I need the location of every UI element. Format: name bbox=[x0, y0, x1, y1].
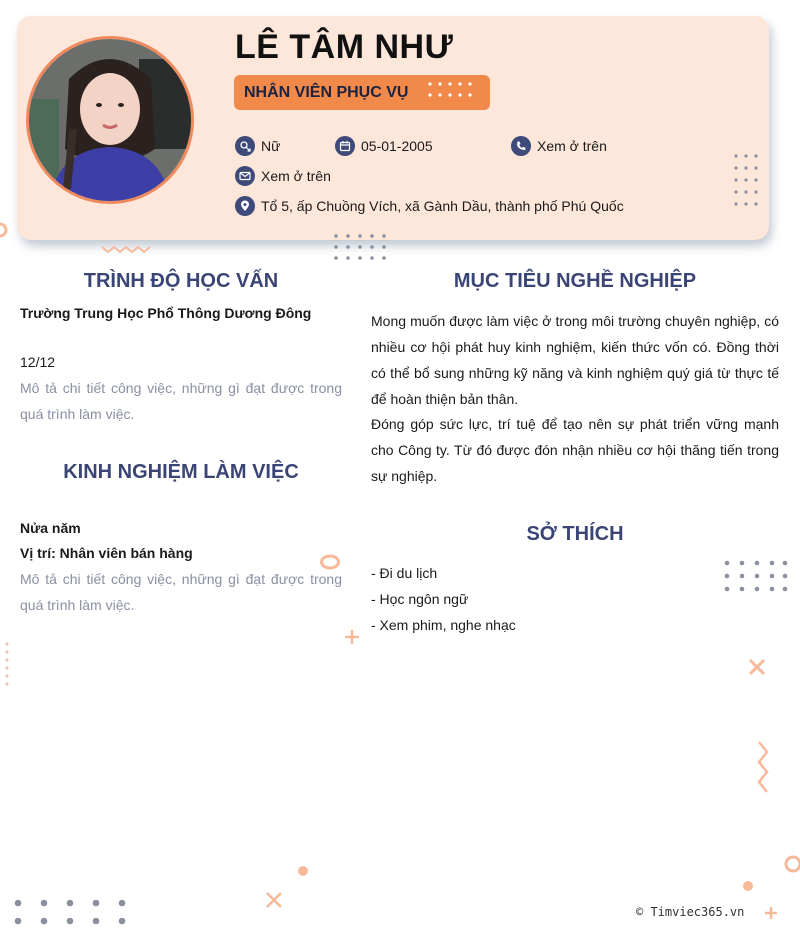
decorative-ring-left bbox=[0, 220, 12, 240]
experience-position: Vị trí: Nhân viên bán hàng bbox=[20, 545, 193, 561]
phone-value: Xem ở trên bbox=[537, 138, 607, 154]
hobby-item: - Xem phim, nghe nhạc bbox=[371, 617, 516, 633]
education-period: 12/12 bbox=[20, 354, 56, 370]
decorative-cross bbox=[746, 657, 768, 677]
decorative-dots bbox=[332, 232, 394, 262]
objective-paragraph-2: Đóng góp sức lực, trí tuệ để tạo nên sự phát triển vững mạnh cho Công ty. Từ đó được đón nhận nhiều cơ hội thăng tiến trong sự nghiệp. bbox=[371, 416, 779, 484]
info-email bbox=[235, 166, 331, 186]
decorative-zigzag bbox=[100, 243, 155, 255]
decorative-dots bbox=[3, 641, 11, 687]
objective-title: MỤC TIÊU NGHỀ NGHIỆP bbox=[453, 270, 697, 292]
footer-copyright[interactable]: © Timviec365.vn bbox=[636, 905, 745, 919]
decorative-dots bbox=[428, 82, 480, 102]
decorative-dot bbox=[741, 879, 755, 893]
education-school: Trường Trung Học Phổ Thông Dương Đông bbox=[20, 305, 312, 321]
email-value: Xem ở trên bbox=[261, 168, 331, 184]
info-gender bbox=[235, 136, 280, 156]
decorative-cross bbox=[264, 891, 284, 909]
info-address bbox=[235, 196, 624, 216]
candidate-name: LÊ TÂM NHƯ bbox=[235, 28, 454, 66]
decorative-dots bbox=[733, 153, 763, 208]
info-phone bbox=[511, 136, 607, 156]
birthday-value: 05-01-2005 bbox=[361, 138, 433, 154]
experience-description: Mô tả chi tiết công việc, những gì đạt được trong quá trình làm việc. bbox=[20, 571, 342, 613]
phone-icon bbox=[511, 136, 531, 156]
gender-icon bbox=[235, 136, 255, 156]
decorative-dot bbox=[296, 864, 310, 878]
email-icon bbox=[235, 166, 255, 186]
objective-paragraph-1: Mong muốn được làm việc ở trong môi trường chuyên nghiệp, có nhiều cơ hội phát huy kinh nghiệm, kiến thức vốn có. Đồng thời có thể bổ sung những kỹ năng và kinh nghiệm quý giá từ thực tế để hoàn thiện bản thân. bbox=[371, 313, 779, 407]
experience-title: KINH NGHIỆM LÀM VIỆC bbox=[63, 461, 299, 483]
hobby-item: - Đi du lịch bbox=[371, 565, 438, 581]
decorative-dots bbox=[12, 897, 132, 927]
decorative-dots bbox=[722, 558, 790, 594]
calendar-icon bbox=[335, 136, 355, 156]
decorative-ring bbox=[782, 853, 800, 875]
decorative-plus bbox=[763, 905, 779, 921]
gender-value: Nữ bbox=[261, 138, 281, 154]
education-title: TRÌNH ĐỘ HỌC VẤN bbox=[83, 270, 279, 292]
hobbies-title: SỞ THÍCH bbox=[526, 523, 624, 545]
avatar bbox=[26, 36, 194, 204]
address-value: Tổ 5, ấp Chuồng Vích, xã Gành Dầu, thành phố Phú Quốc bbox=[261, 198, 624, 214]
location-icon bbox=[235, 196, 255, 216]
education-description: Mô tả chi tiết công việc, những gì đạt được trong quá trình làm việc. bbox=[20, 380, 342, 422]
decorative-zigzag bbox=[755, 740, 771, 798]
decorative-plus bbox=[343, 628, 361, 646]
experience-duration: Nửa năm bbox=[20, 520, 81, 536]
job-title-badge bbox=[234, 75, 490, 110]
info-birthday bbox=[335, 136, 433, 156]
decorative-ring bbox=[318, 553, 342, 571]
hobby-item: - Học ngôn ngữ bbox=[371, 591, 469, 607]
job-title: NHÂN VIÊN PHỤC VỤ bbox=[244, 84, 409, 101]
